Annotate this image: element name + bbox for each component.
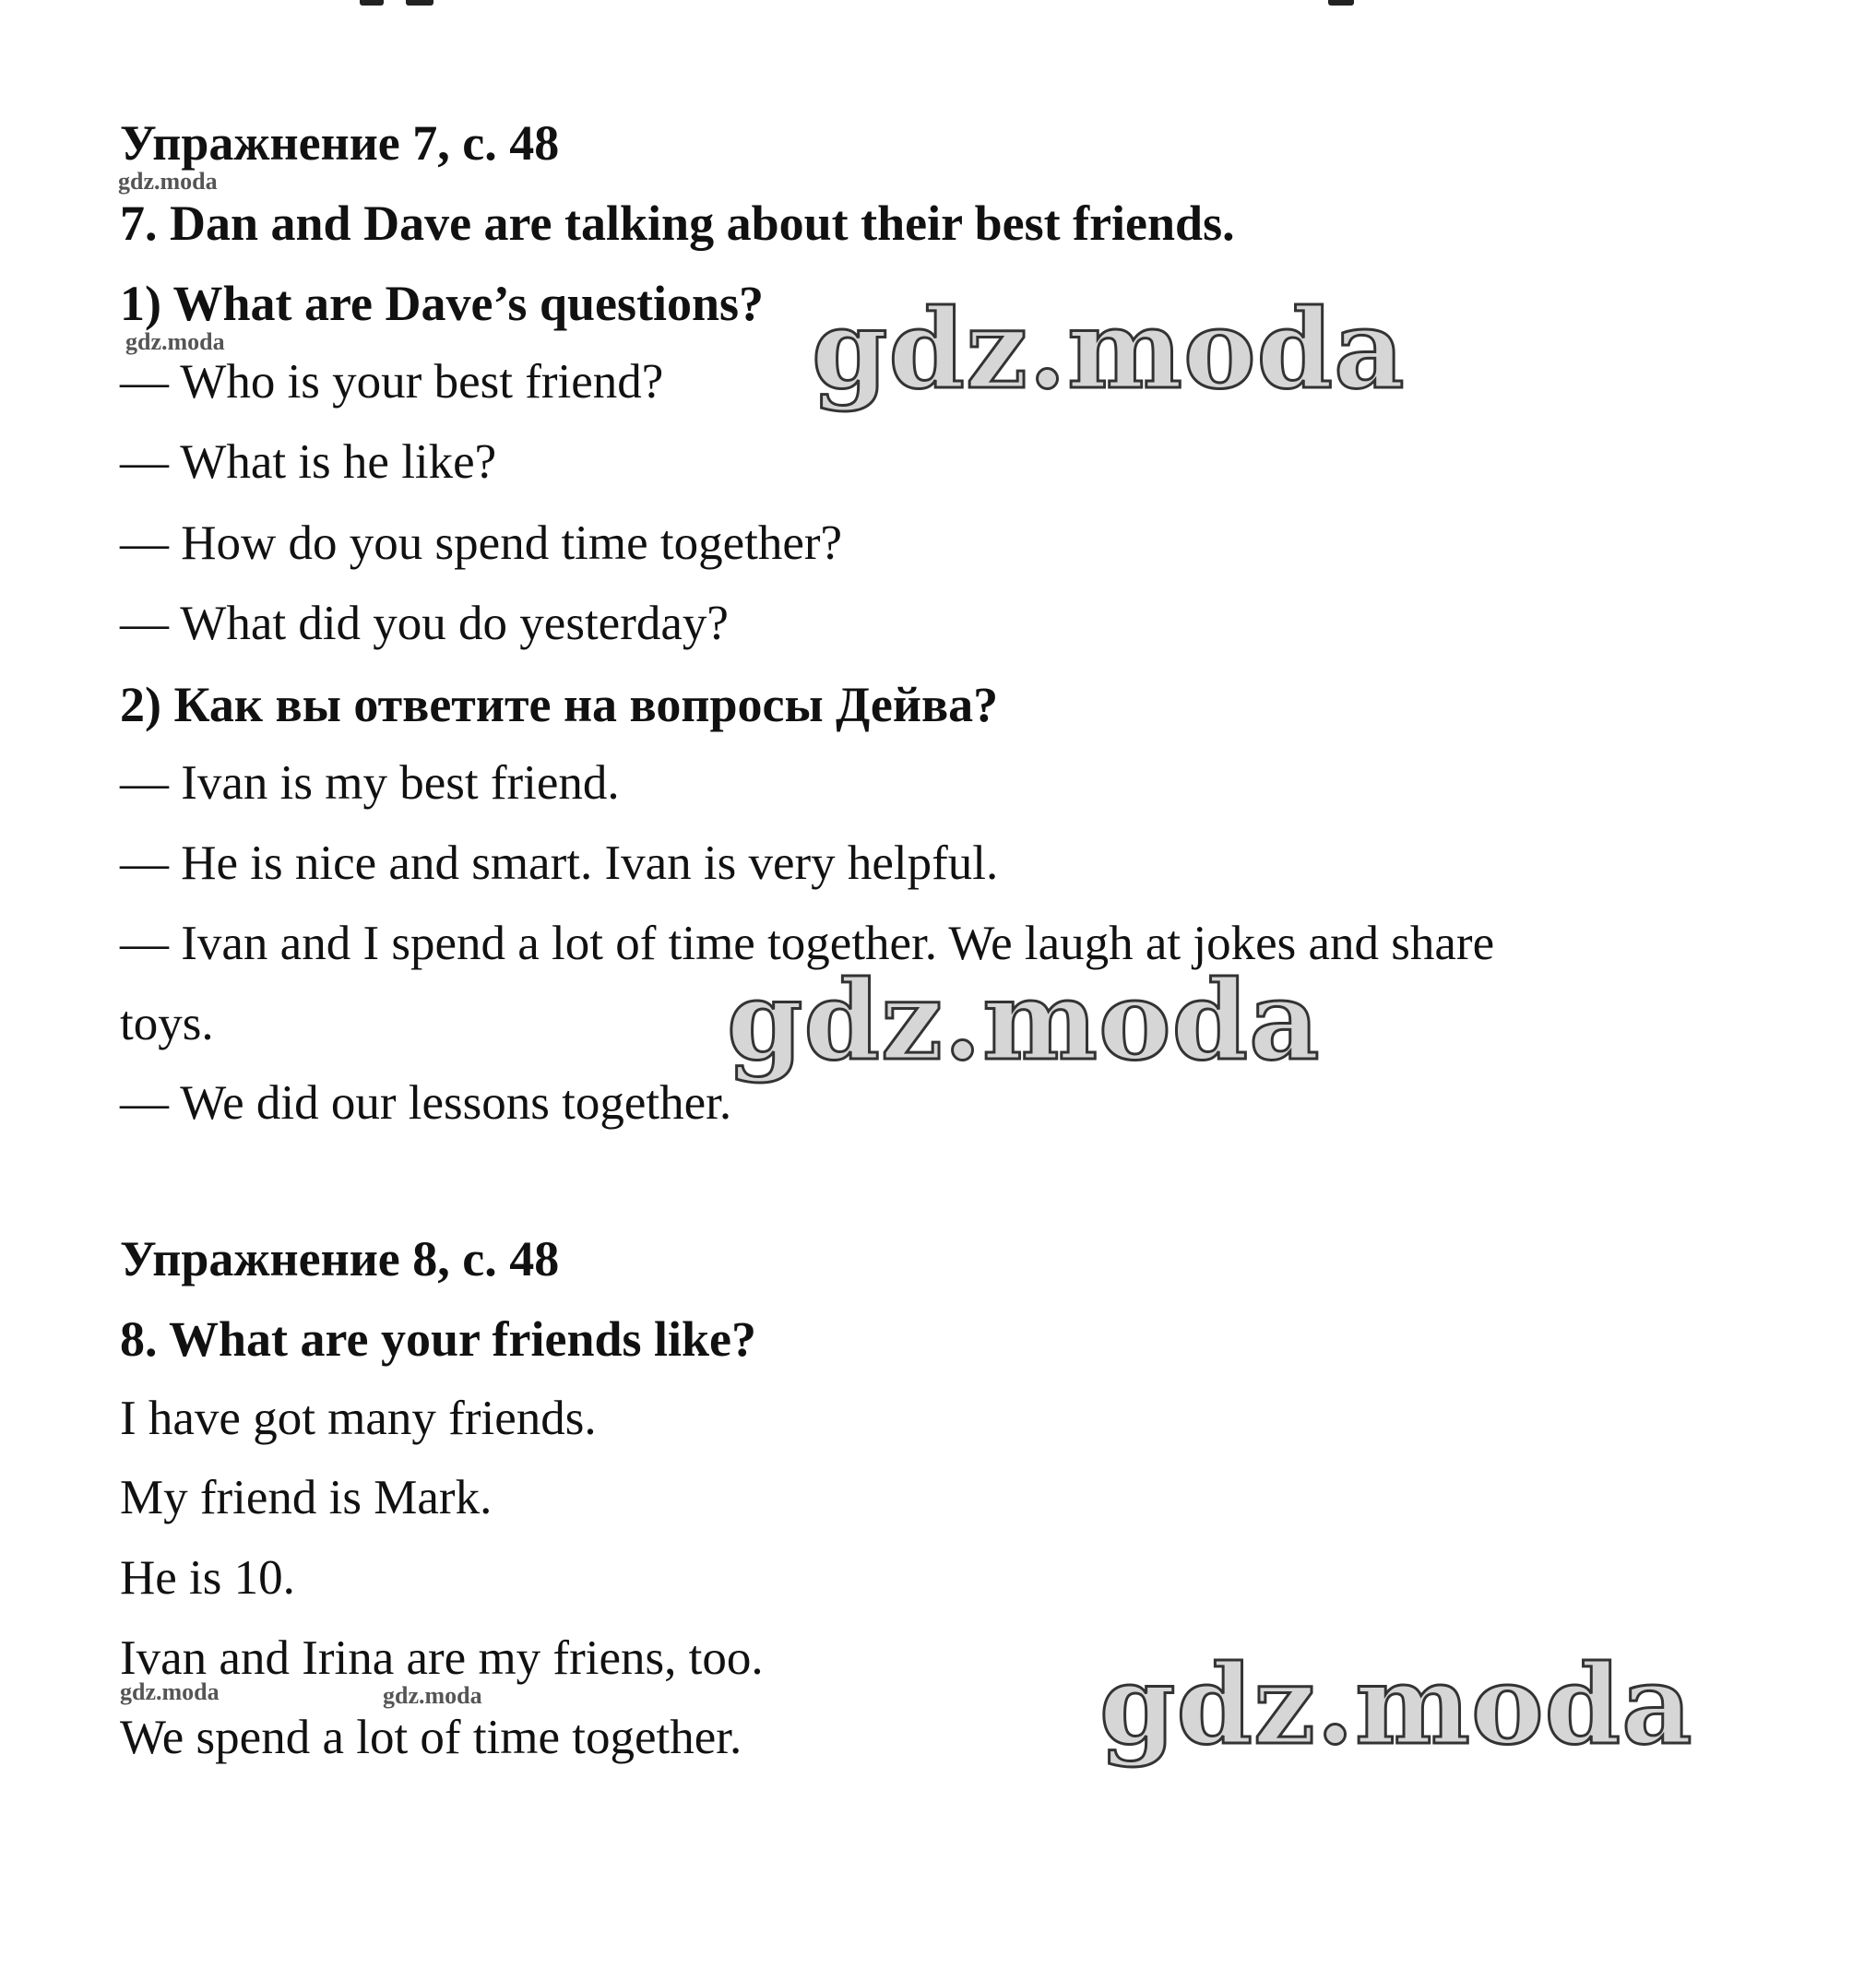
exercise-7-part-1-title: 1) What are Dave’s questions? [120, 276, 765, 331]
answer-line: — Ivan and I spend a lot of time together. We laugh at jokes and share [120, 917, 1495, 970]
question-line: — What did you do yesterday? [120, 597, 729, 650]
cut-off-text-fragment [0, 0, 1876, 11]
small-watermark: gdz.moda [383, 1682, 482, 1709]
exercise-8-heading: Упражнение 8, с. 48 [120, 1231, 560, 1286]
question-line: — How do you spend time together? [120, 516, 843, 570]
exercise-8-line: My friend is Mark. [120, 1471, 493, 1524]
exercise-7-task: 7. Dan and Dave are talking about their best friends. [120, 196, 1235, 251]
answer-line: — Ivan is my best friend. [120, 756, 620, 810]
exercise-8-line: We spend a lot of time together. [120, 1711, 742, 1764]
question-line: — What is he like? [120, 435, 497, 489]
answer-line: — He is nice and smart. Ivan is very helpful. [120, 836, 999, 890]
small-watermark: gdz.moda [120, 1678, 220, 1705]
small-watermark: gdz.moda [118, 168, 218, 195]
question-line: — Who is your best friend? [120, 355, 664, 409]
exercise-8-line: I have got many friends. [120, 1392, 597, 1445]
large-watermark: gdz.moda [1099, 1641, 1693, 1769]
large-watermark: gdz.moda [727, 956, 1321, 1085]
exercise-7-heading: Упражнение 7, с. 48 [120, 115, 560, 171]
small-watermark: gdz.moda [125, 328, 225, 355]
answer-line: toys. [120, 997, 214, 1050]
large-watermark: gdz.moda [812, 285, 1406, 413]
exercise-8-line: He is 10. [120, 1551, 295, 1605]
exercise-8-line: Ivan and Irina are my friens, too. [120, 1631, 764, 1685]
exercise-8-task: 8. What are your friends like? [120, 1311, 757, 1367]
answer-line: — We did our lessons together. [120, 1076, 732, 1130]
exercise-7-part-2-title: 2) Как вы ответите на вопросы Дейва? [120, 677, 999, 732]
